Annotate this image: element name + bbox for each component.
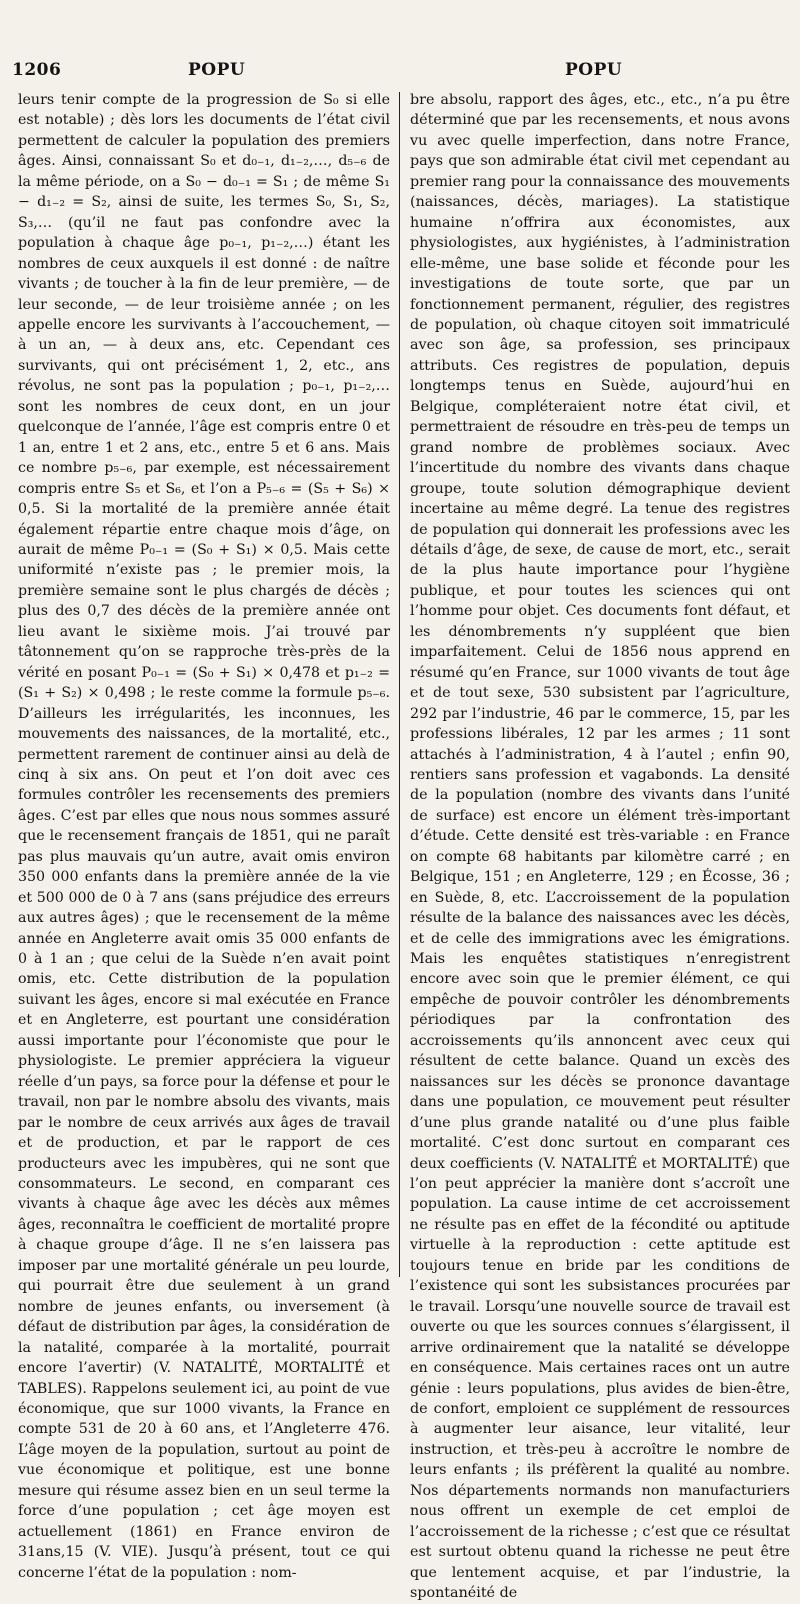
column-divider bbox=[399, 92, 400, 1277]
left-column bbox=[18, 90, 390, 1583]
right-running-head: POPU bbox=[565, 60, 623, 80]
right-column-paragraph: bre absolu, rapport des âges, etc., etc., n’a pu être déterminé que par les recensements, et nous avons vu avec quelle imperfection, dans notre France, pays que son admirable état civil met cependant au premier rang pour la connaissance des mouvements (naissances, décès, mariages). La statistique humaine n’offrira aux économistes, aux physiologistes, aux hygiénistes, à l’administration elle-même, une base solide et féconde pour les investigations de toute sorte, que par un fonctionnement permanent, régulier, des registres de population, où chaque citoyen soit immatriculé avec son âge, sa profession, ses principaux attributs. Ces registres de population, depuis longtemps tenus en Suède, aujourd’hui en Belgique, compléteraient notre état civil, et permettraient de résoudre en très-peu de temps un grand nombre de problèmes sociaux. Avec l’incertitude du nombre des vivants dans chaque groupe, toute solution démographique devient incertaine au même degré. La tenue des registres de population qui donnerait les professions avec les détails d’âge, de sexe, de cause de mort, etc., serait de la plus haute importance pour l’hygiène publique, et pour toutes les sciences qui ont l’homme pour objet. Ces documents font défaut, et les dénombrements n’y suppléent que bien imparfaitement. Celui de 1856 nous apprend en résumé qu’en France, sur 1000 vivants de tout âge et de tout sexe, 530 subsistent par l’agriculture, 292 par l’industrie, 46 par le commerce, 15, par les professions libérales, 12 par les armes ; 11 sont attachés à l’administration, 4 à l’autel ; enfin 90, rentiers sans profession et vagabonds. La densité de la population (nombre des vivants dans l’unité de surface) est encore un élément très-important d’étude. Cette densité est très-variable : en France on compte 68 habitants par kilomètre carré ; en Belgique, 151 ; en Angleterre, 129 ; en Écosse, 36 ; en Suède, 8, etc. L’accroissement de la population résulte de la balance des naissances avec les décès, et de celle des immigrations avec les émigrations. Mais les enquêtes statistiques n’enregistrent encore avec soin que le premier élément, ce qui empêche de pouvoir contrôler les dénombrements périodiques par la confrontation des accroissements qu’ils annoncent avec ceux qui résultent de cette balance. Quand un excès des naissances sur les décès se prononce davantage dans une population, ce mouvement peut résulter d’une plus grande natalité ou d’une plus faible mortalité. C’est donc surtout en comparant ces deux coefficients (V. NATALITÉ et MORTALITÉ) que l’on peut apprécier la manière dont s’accroît une population. La cause intime de cet accroissement ne résulte pas en effet de la fécondité ou aptitude virtuelle à la reproduction : cette aptitude est toujours tenue en bride par les conditions de l’existence qui sont les subsistances procurées par le travail. Lorsqu’une nouvelle source de travail est ouverte ou que les sources connues s’élargissent, il arrive ordinairement que la natalité se développe en conséquence. Mais certaines races ont un autre génie : leurs populations, plus avides de bien-être, de confort, emploient ce supplément de ressources à augmenter leur aisance, leur vitalité, leur instruction, et très-peu à accroître le nombre de leurs enfants ; ils préfèrent la qualité au nombre. Nos départements normands non manufacturiers nous offrent un exemple de cet emploi de l’accroissement de la richesse ; c’est que ce résultat est surtout obtenu quand la richesse ne peut être que lentement acquise, et par l’industrie, la spontanéité de bbox=[410, 92, 790, 1602]
left-column-paragraph: leurs tenir compte de la progression de S₀ si elle est notable) ; dès lors les documents de l’état civil permettent de calculer la population des premiers âges. Ainsi, connaissant S₀ et d₀₋₁, d₁₋₂,…, d₅₋₆ de la même période, on a S₀ − d₀₋₁ = S₁ ; de même S₁ − d₁₋₂ = S₂, ainsi de suite, les termes S₀, S₁, S₂, S₃,… (qu’il ne faut pas confondre avec la population à chaque âge p₀₋₁, p₁₋₂,…) étant les nombres de ceux auxquels il est donné : de naître vivants ; de toucher à la fin de leur première, — de leur seconde, — de leur troisième année ; on les appelle encore les survivants à l’accouchement, — à un an, — à deux ans, etc. Cependant ces survivants, qui ont précisément 1, 2, etc., ans révolus, ne sont pas la population ; p₀₋₁, p₁₋₂,… sont les nombres de ceux dont, en un jour quelconque de l’année, l’âge est compris entre 0 et 1 an, entre 1 et 2 ans, etc., entre 5 et 6 ans. Mais ce nombre p₅₋₆, par exemple, est nécessairement compris entre S₅ et S₆, et l’on a P₅₋₆ = (S₅ + S₆) × 0,5. Si la mortalité de la première année était également répartie entre chaque mois d’âge, on aurait de même P₀₋₁ = (S₀ + S₁) × 0,5. Mais cette uniformité n’existe pas ; le premier mois, la première semaine sont le plus chargés de décès ; plus des 0,7 des décès de la première année ont lieu avant le sixième mois. J’ai trouvé par tâtonnement qu’on se rapproche très-près de la vérité en posant P₀₋₁ = (S₀ + S₁) × 0,478 et p₁₋₂ = (S₁ + S₂) × 0,498 ; le reste comme la formule p₅₋₆. D’ailleurs les irrégularités, les inconnues, les mouvements des naissances, de la mortalité, etc., permettent rarement de continuer ainsi au delà de cinq à six ans. On peut et l’on doit avec ces formules contrôler les recensements des premiers âges. C’est par elles que nous nous sommes assuré que le recensement français de 1851, qui ne paraît pas plus mauvais qu’un autre, avait omis environ 350 000 enfants dans la première année de la vie et 500 000 de 0 à 7 ans (sans préjudice des erreurs aux autres âges) ; que le recensement de la même année en Angleterre avait omis 35 000 enfants de 0 à 1 an ; que celui de la Suède n’en avait point omis, etc. Cette distribution de la population suivant les âges, encore si mal exécutée en France et en Angleterre, est pourtant une considération aussi importante pour l’économiste que pour le physiologiste. Le premier appréciera la vigueur réelle d’un pays, sa force pour la défense et pour le travail, non par le nombre absolu des vivants, mais par le nombre de ceux arrivés aux âges de travail et de production, et par le rapport de ces producteurs avec les impubères, qui ne sont que consommateurs. Le second, en comparant ces vivants à chaque âge avec les décès aux mêmes âges, reconnaîtra le coefficient de mortalité propre à chaque groupe d’âge. Il ne s’en laissera pas imposer par une mortalité générale un peu lourde, qui pourrait être due seulement à un grand nombre de jeunes enfants, ou inversement (à défaut de distribution par âges, la considération de la natalité, comparée à la mortalité, pourrait encore l’avertir) (V. NATALITÉ, MORTALITÉ et TABLES). Rappelons seulement ici, au point de vue économique, que sur 1000 vivants, la France en compte 531 de 20 à 60 ans, et l’Angleterre 476. L’âge moyen de la population, surtout au point de vue économique et politique, est une bonne mesure qui résume assez bien en un seul terme la force d’une population ; cet âge moyen est actuellement (1861) en France environ de 31ans,15 (V. VIE). Jusqu’à présent, tout ce qui concerne l’état de la population : nom- bbox=[18, 92, 390, 1581]
right-column bbox=[410, 90, 790, 1604]
left-running-head: POPU bbox=[188, 60, 246, 80]
page-number: 1206 bbox=[12, 60, 62, 80]
